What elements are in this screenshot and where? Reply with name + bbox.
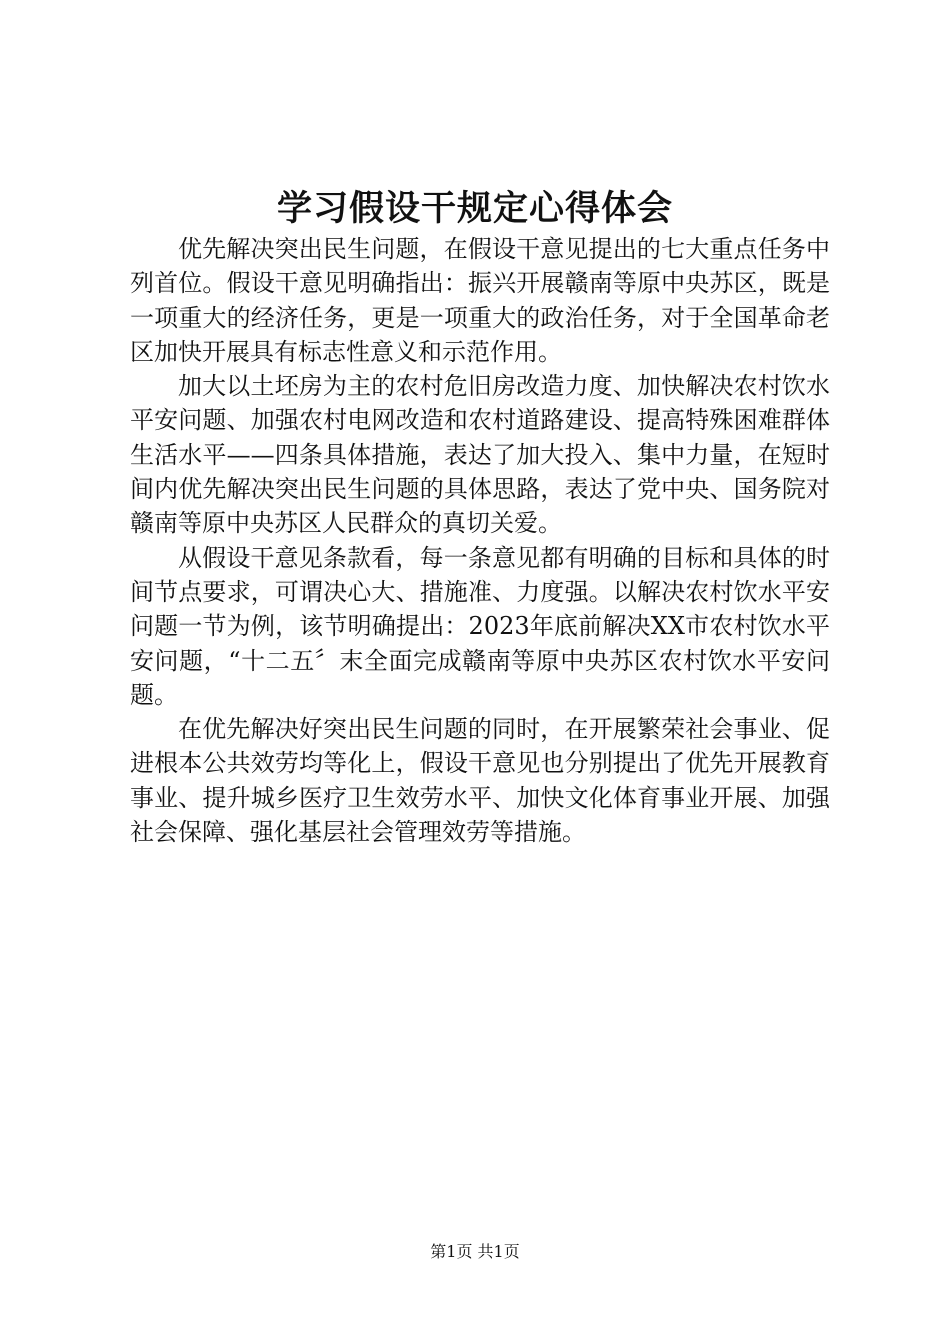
paragraph-2: 加大以土坯房为主的农村危旧房改造力度、加快解决农村饮水平安问题、加强农村电网改造和农村道路建设、提高特殊困难群体生活水平——四条具体措施，表达了加大投入、集中力量，在短时间内优先解决突出民生问题的具体思路，表达了党中央、国务院对赣南等原中央苏区人民群众的真切关爱。	[130, 372, 830, 538]
paragraph-3: 从假设干意见条款看，每一条意见都有明确的目标和具体的时间节点要求，可谓决心大、措施准、力度强。以解决农村饮水平安问题一节为例，该节明确提出：2023年底前解决XX市农村饮水平安问题，“十二五〞末全面完成赣南等原中央苏区农村饮水平安问题。	[130, 543, 830, 709]
document-title: 学习假设干规定心得体会	[276, 189, 673, 229]
document-body	[130, 232, 830, 849]
paragraph-4: 在优先解决好突出民生问题的同时，在开展繁荣社会事业、促进根本公共效劳均等化上，假设干意见也分别提出了优先开展教育事业、提升城乡医疗卫生效劳水平、加快文化体育事业开展、加强社会保障、强化基层社会管理效劳等措施。	[130, 715, 830, 847]
page-footer: 第1页 共1页	[430, 1242, 520, 1261]
paragraph-1: 优先解决突出民生问题，在假设干意见提出的七大重点任务中列首位。假设干意见明确指出：振兴开展赣南等原中央苏区，既是一项重大的经济任务，更是一项重大的政治任务，对于全国革命老区加快开展具有标志性意义和示范作用。	[130, 235, 830, 366]
